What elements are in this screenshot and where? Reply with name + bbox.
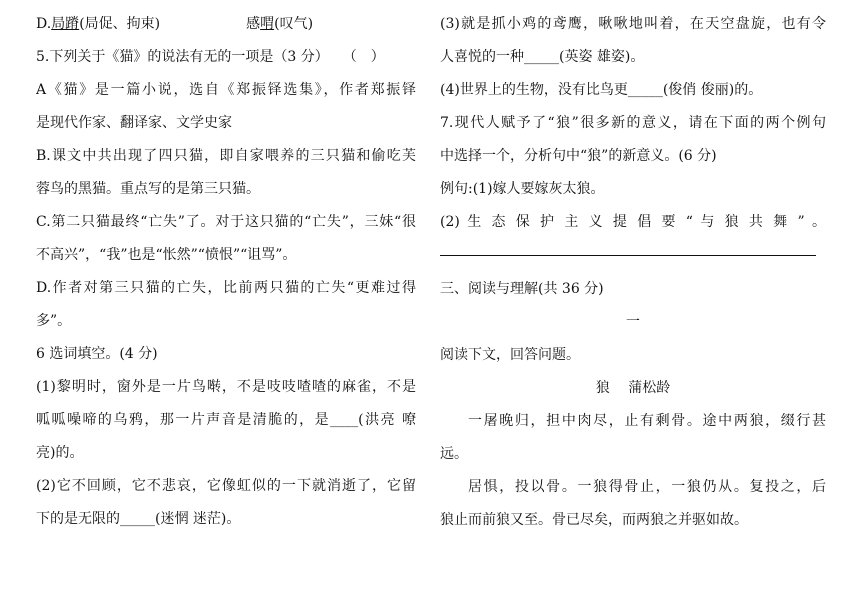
question-7-stem: 7.现代人赋予了“狼”很多新的意义，请在下面的两个例句 [440,115,826,131]
reading-instruction: 阅读下文，回答问题。 [440,347,580,363]
section-3-title: 三、阅读与理解(共 36 分) [440,281,604,297]
question-5-option-c-cont: 不高兴”，“我”也是“怅然”“愤恨”“诅骂”。 [36,247,297,263]
question-6-item-3-cont: 人喜悦的一种_____(英姿 雄姿)。 [440,49,645,65]
question-6-stem: 6 选词填空。(4 分) [36,346,158,362]
vocab-prefix-2: 感 [246,16,261,32]
answer-line[interactable] [440,254,816,256]
question-5-option-b: B.课文中共出现了四只猫，即自家喂养的三只猫和偷吃芙 [36,148,416,164]
vocab-word-1: 局蹐 [51,16,80,32]
question-5-option-d-cont: 多”。 [36,313,72,329]
story-para-1: 一屠晚归，担中肉尽，止有剩骨。途中两狼，缀行甚 [468,413,826,429]
story-title: 狼 蒲松龄 [595,380,671,396]
story-para-2: 居惧，投以骨。一狼得骨止，一狼仍从。复投之，后 [468,479,826,495]
question-7-example-2: (2) 生 态 保 护 主 义 提 倡 要 “ 与 狼 共 舞 ” 。 [440,214,826,230]
option-d-prefix: D. [36,16,52,32]
question-6-item-1-end: 亮)的。 [36,445,84,461]
question-6-item-2-cont: 下的是无限的_____(迷惘 迷茫)。 [36,511,241,527]
question-5-option-a: A《猫》是一篇小说，选自《郑振铎选集》，作者郑振铎 [36,82,416,98]
question-6-item-3: (3)就是抓小鸡的鸢鹰，啾啾地叫着，在天空盘旋，也有令 [440,16,826,32]
vocab-gloss-1: (局促、拘束) [79,16,161,32]
left-column [36,8,416,536]
story-para-1-cont: 远。 [440,446,468,462]
vocab-gloss-2: (叹气) [274,16,314,32]
question-6-item-1: (1)黎明时，窗外是一片鸟啭，不是吱吱喳喳的麻雀，不是 [36,379,416,395]
vocab-word-2: 喟 [260,16,275,32]
question-5-option-b-cont: 蓉鸟的黑猫。重点写的是第三只猫。 [36,181,260,197]
question-7-stem-cont: 中选择一个，分析句中“狼”的新意义。(6 分) [440,148,717,164]
question-5-option-d: D.作者对第三只猫的亡失，比前两只猫的亡失“更难过得 [36,280,416,296]
question-7-example-1: 例句:(1)嫁人要嫁灰太狼。 [440,181,605,197]
option-d-vocab [36,8,416,41]
part-number: 一 [626,314,640,330]
story-para-2-cont: 狼止而前狼又至。骨已尽矣，而两狼之并驱如故。 [440,512,748,528]
question-5-option-c: C.第二只猫最终“亡失”了。对于这只猫的“亡失”，三妹“很 [36,214,416,230]
question-5-option-a-cont: 是现代作家、翻译家、文学史家 [36,115,232,131]
question-6-item-2: (2)它不回顾，它不悲哀，它像虹似的一下就消逝了，它留 [36,478,416,494]
question-6-item-4: (4)世界上的生物，没有比鸟更_____(俊俏 俊丽)的。 [440,82,763,98]
right-column [440,8,826,537]
question-5-stem: 5.下列关于《猫》的说法有无的一项是（3 分） （ ） [36,49,385,65]
question-6-item-1-cont: 呱呱噪啼的乌鸦，那一片声音是清脆的，是____(洪亮 嘹 [36,412,416,428]
